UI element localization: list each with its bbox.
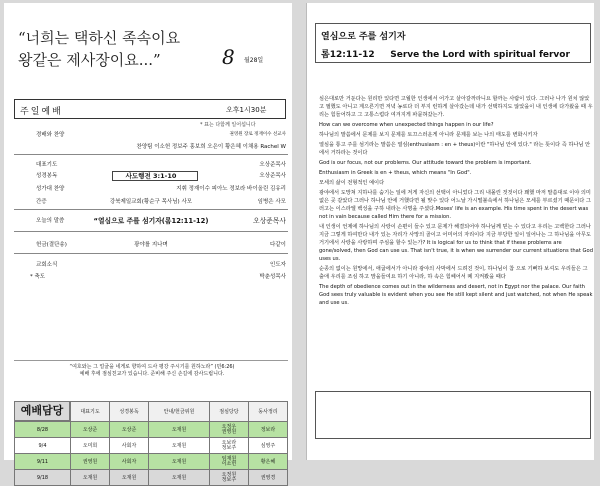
order-label: 헌금(결단송) — [36, 242, 67, 248]
duty-cell: 황은혜 — [248, 454, 287, 470]
table-row — [15, 470, 288, 486]
sermon-reference — [321, 47, 570, 60]
duty-label: 예배담당 — [14, 401, 70, 421]
table-row — [15, 454, 288, 470]
duty-cell: 권영원 — [71, 454, 110, 470]
duty-header: 동사정리 — [248, 402, 287, 422]
duty-cell: 사회자 — [110, 438, 149, 454]
header-date: 월28일 — [244, 57, 264, 64]
duty-header: 대표기도 — [71, 402, 110, 422]
notes-box — [315, 391, 591, 439]
bulletin-right-page — [306, 3, 594, 460]
duty-date: 9/18 — [15, 470, 71, 486]
order-of-worship — [14, 125, 288, 361]
duty-cell: 오재원 — [149, 470, 210, 486]
duty-cell: 오재원 — [149, 438, 210, 454]
order-leader: 오상준목사 — [259, 173, 286, 179]
order-label: 오늘의 말씀 — [36, 218, 65, 224]
order-label: 성경봉독 — [36, 173, 58, 179]
order-label: 대표기도 — [36, 162, 58, 168]
paragraph: God is our focus, not our problems. Our attitude toward the problem is important. — [319, 160, 532, 166]
paragraph: 하나님의 말씀에서 문제를 보지 문제를 토끄스러운게 아니라 문제를 보는 나의 태도를 변화시키자 — [319, 132, 538, 138]
duty-cell: 심영주 — [248, 438, 287, 454]
duty-cell: 오재원 — [71, 470, 110, 486]
order-leader: 권영원 장로 정재이수 선교사 — [229, 132, 286, 137]
sermon-english-title: Serve the Lord with spiritual fervor — [390, 50, 570, 60]
paragraph: 모세의 삶이 전형적인 예이다 — [319, 180, 385, 186]
duty-cell: 임재원 이소헌 — [209, 454, 248, 470]
paragraph: 심은대로만 거둔다는 원리만 있다면 고월한 인생에서 어가고 살아갈까라니요 할까는 사람이 있다. 그러나 나가 원치 않았고 필했도 아니고 계으른기면 저녁 농로다 더 부지 런하게 살아갔는데 내가 선택하지도 않았을이 내 인생에 다가왔을 때 우리는 힘들어하고 그 고통스럽다 여겨지게 파묻혀갔는가. — [319, 96, 593, 118]
worship-title: 주일예배 — [20, 107, 63, 117]
duty-header: 성경봉독 — [110, 402, 149, 422]
order-leader: 다같이 — [270, 242, 286, 248]
divider — [14, 154, 288, 155]
divider — [14, 231, 288, 232]
duty-cell: 오보라 정보주 — [209, 438, 248, 454]
table-row — [15, 422, 288, 438]
sermon-title: “열심으로 주를 섬기자(롬12:11-12) — [93, 217, 209, 225]
duty-cell: 권영경 — [248, 470, 287, 486]
sermon-body — [319, 95, 593, 309]
duty-date: 8/28 — [15, 422, 71, 438]
header-month-number: 8 — [222, 45, 235, 69]
order-label: 경배와 찬양 — [36, 132, 65, 138]
duty-cell: 오미희 — [71, 438, 110, 454]
sermon-verse: 롬12:11-12 — [321, 50, 375, 60]
duty-cell: 오정우 권영원 — [209, 422, 248, 438]
order-leader: 박춘성목사 — [259, 274, 286, 280]
paragraph: 열심을 통고 주를 섬기라는 말씀은 열심(enthusiasm : en + theus)이란 "하나님 안에 있다." 라는 뜻이다 즉 하나님 안에서 거하라는 것이다 — [319, 142, 591, 156]
order-leader: 오상준목사 — [259, 162, 286, 168]
duty-cell: 오재원 — [110, 470, 149, 486]
order-detail: 찬양팀 이소헌 정보주 홍보희 오은이 황은혜 이채용 Rachel W — [136, 144, 286, 150]
paragraph: 내 인생이 언제에 하나님의 사랑이 손편이 들수 있고 문제가 해결되어야 하나님께 믿는 수 있다고 우리는 고백한다 그러나 지금 그렇게 하여만다 내가 있는 자리가 사망의 골이고 어미어의 자리이다 지금 부당한 일이 일어나는 그 하나님을 아무도 거기에서 사랑을 사랑하며 주심을 할수 있는가? It is logical for us to think that if these problems are gone/solved, then God can use us. That isn't true, it is when we surrender our current situations that God uses us. — [319, 224, 594, 262]
paragraph: 광야에서 도망쳐 지하나를 숨기는 일에 저게 자신의 선택이 아니었다 그리 내몰린 것것이다 꽤했 마저 말씀대로 이야 의미없은 곳 같았다 그러나 하나님 안에 거했다면 될 맞수 있다 어느날 가시떨불속에서 하나님은 모세를 부르셨기 때문이다 그러고는 이스라엘 백성을 구하 내라는 사명을 주셨다.Moses' life is an example. His time spent in the desert was not in vain because called Him there for a mission. — [319, 190, 591, 220]
order-label: 성가대 찬양 — [36, 186, 65, 192]
duty-header: 점심당당 — [209, 402, 248, 422]
worship-time: 오후1시30분 — [226, 106, 267, 114]
duty-date: 9/4 — [15, 438, 71, 454]
order-leader: 임병은 사모 — [257, 199, 286, 205]
order-detail: 사도행전 3:1-10 — [125, 172, 177, 180]
duty-date: 9/11 — [15, 454, 71, 470]
sermon-title: 열심으로 주를 섬기자 — [321, 32, 406, 42]
duty-cell: 정보라 — [248, 422, 287, 438]
duty-cell: 오상준 — [71, 422, 110, 438]
divider — [14, 209, 288, 210]
duty-cell: 오상준 — [110, 422, 149, 438]
duty-cell: 사회자 — [110, 454, 149, 470]
paragraph: The depth of obedience comes out in the wilderness and desert, not in Egypt nor the palace. Our faith God sees truly valuable is evident when you see He still kept silent and just watched, not when He speak and use us. — [319, 284, 593, 306]
duty-cell: 오재원 — [149, 454, 210, 470]
header-quote: “너희는 택하신 족속이요 왕같은 제사장이요...” — [18, 29, 181, 69]
closing-notes: “여호와는 그 얼굴을 네게로 향하여 드사 평강 주시기를 원하노라” (민6:26) 예배 후에 점심친교가 있습니다. 준비해 주신 손길에 감사드립니다. — [69, 364, 235, 377]
order-label: 교회소식 — [36, 262, 58, 268]
order-leader: 오상준목사 — [253, 217, 286, 225]
table-row — [15, 438, 288, 454]
order-label: 간증 — [36, 199, 47, 205]
standing-note: * 표는 다함께 일어섭니다 — [200, 122, 256, 128]
duty-header: 안내/헌금위원 — [149, 402, 210, 422]
duty-cell: 오정원 정보주 — [209, 470, 248, 486]
order-label: * 축도 — [30, 274, 46, 280]
paragraph: Enthusiasm in Greek is en + theus, which means "In God". — [319, 170, 472, 176]
order-detail: 지휘 정재이수 피아노 정보라 바이올린 김유리 — [176, 186, 286, 192]
paragraph: 순종의 없이는 원망에서, 애굽에서가 아니라 광야의 사막에서 드려진 것이, 하나님이 참 으로 기뻐하 보셔도 우리들은 그 출애 우리를 조심 하고 맘을들여요 하기 아니라, 하 속은 힘쎄어서 떼 지켜봤을 때다 — [319, 266, 588, 280]
order-detail: 광야를 지나며 — [134, 242, 168, 248]
bulletin-left-page — [4, 3, 292, 483]
duty-cell: 오재원 — [149, 422, 210, 438]
order-detail: 강북제일교회(황순구 목사님) 사모 — [109, 199, 193, 205]
divider — [14, 253, 288, 254]
paragraph: How can we overcome when unexpected things happen in our life? — [319, 122, 494, 128]
order-leader: 인도자 — [270, 262, 286, 268]
